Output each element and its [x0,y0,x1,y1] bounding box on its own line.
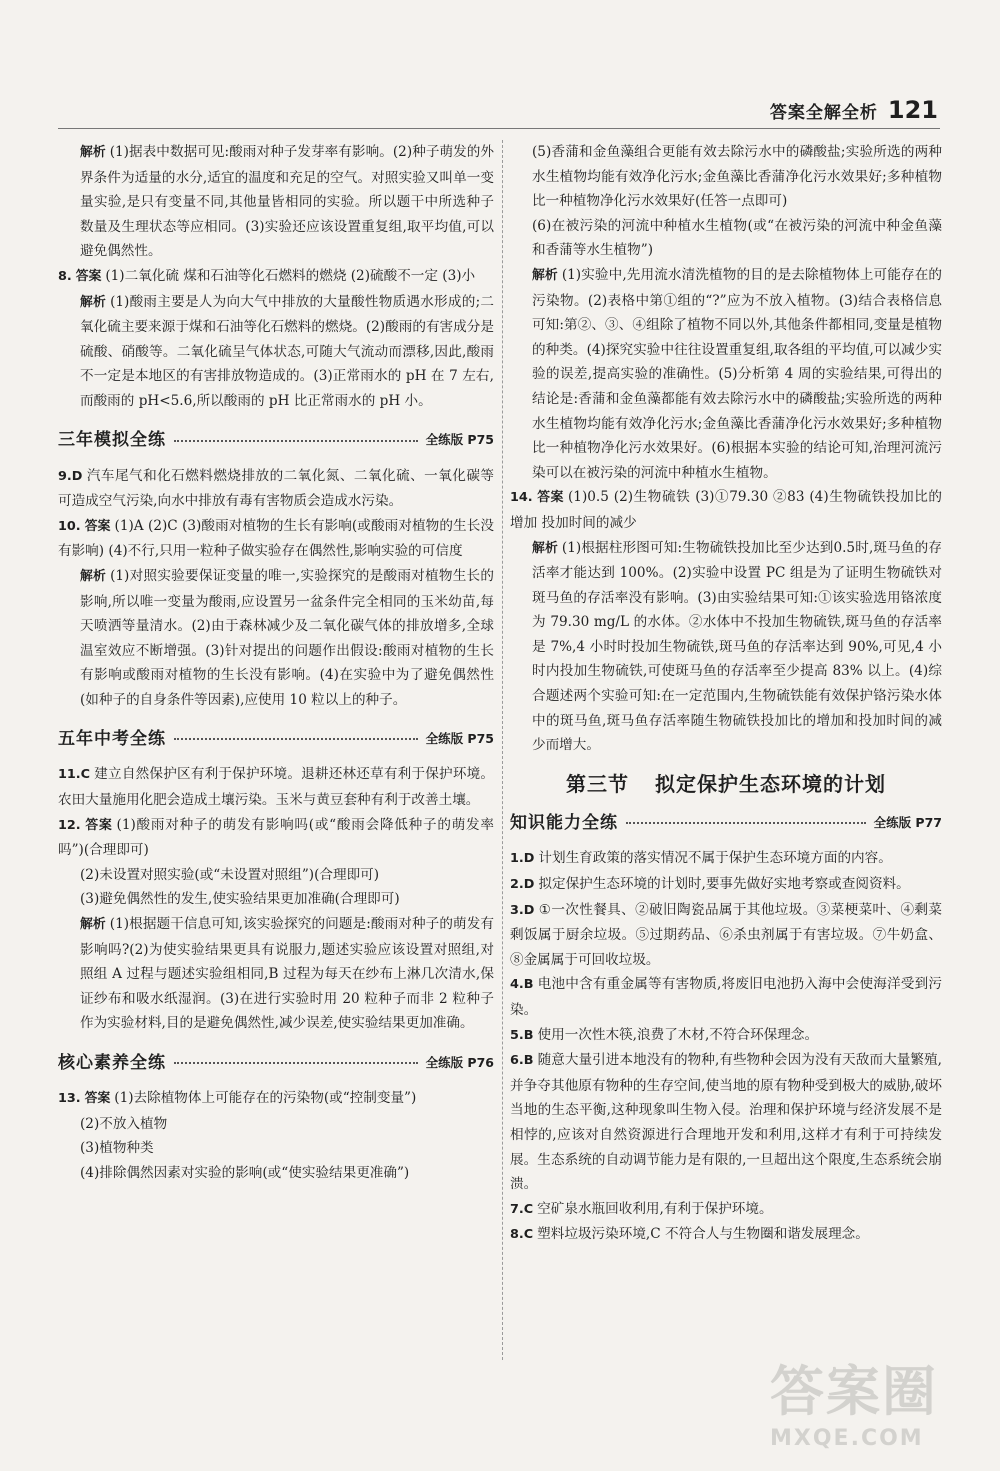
answer-9: 9.D 汽车尾气和化石燃料燃烧排放的二氧化氮、二氧化硫、一氧化碳等可造成空气污染,向水中排放有毒有害物质会造成水污染。 [58,467,494,510]
section-title: 核心素养全练 [58,1052,166,1073]
answer-13-part6: (6)在被污染的河流中种植水生植物(或“在被污染的河流中种金鱼藻和香蒲等水生植物”) [532,217,942,259]
answer-13-part3: (3)植物种类 [80,1140,154,1157]
answer-12-part3: (3)避免偶然性的发生,使实验结果更加准确(合理即可) [80,891,400,908]
answer-7-analysis: 解析 (1)据表中数据可见:酸雨对种子发芽率有影响。(2)种子萌发的外界条件为适量的水分,适宜的温度和充足的空气。对照实验又叫单一变量实验,是只有变量不同,其他量皆相同的实验。所以题干中所选种子数量及生理状态等应相同。(3)实验还应该设置重复组,取平均值,可以避免偶然性。 [80,144,495,260]
answer-r3: 3.D ①一次性餐具、②破旧陶瓷品属于其他垃圾。③菜梗菜叶、④剩菜剩饭属于厨余垃圾。⑤过期药品、⑥杀虫剂属于有害垃圾。⑦牛奶盒、⑧金属属于可回收垃圾。 [510,901,942,968]
column-divider [502,140,503,1360]
left-column [58,140,494,1185]
section-five-year [58,724,494,754]
answer-13: 13. 答案 (1)去除植物体上可能存在的污染物(或“控制变量”) [58,1090,417,1106]
answer-r4: 4.B 电池中含有重金属等有害物质,将废旧电池扔入海中会使海洋受到污染。 [510,976,942,1018]
section-ref: 全练版 P75 [425,432,494,448]
answer-11: 11.C 建立自然保护区有利于保护环境。退耕还林还草有利于保护环境。农田大量施用化肥会造成土壤污染。玉米与黄豆套种有利于改善土壤。 [58,766,494,809]
section-title: 知识能力全练 [510,813,618,834]
section-title: 三年模拟全练 [58,430,166,451]
section-core-literacy [58,1048,494,1078]
watermark [770,1349,960,1449]
right-column [510,140,942,1248]
section-three-year [58,426,494,456]
chapter-title [510,772,942,797]
answer-13-part5: (5)香蒲和金鱼藻组合更能有效去除污水中的磷酸盐;实验所选的两种水生植物均能有效净化污水;金鱼藻比香蒲净化污水效果好;多种植物比一种植物净化污水效果好(任答一点即可) [532,144,942,210]
answer-12-part2: (2)未设置对照实验(或“未设置对照组”)(合理即可) [80,866,380,883]
answer-14: 14. 答案 (1)0.5 (2)生物硫铁 (3)①79.30 ②83 (4)生物硫铁投加比的增加 投加时间的减少 [510,489,942,531]
section-ref: 全练版 P76 [425,1054,494,1070]
answer-r2: 2.D 拟定保护生态环境的计划时,要事先做好实地考察或查阅资料。 [510,876,910,893]
section-title: 五年中考全练 [58,729,166,750]
answer-8-analysis: 解析 (1)酸雨主要是人为向大气中排放的大量酸性物质遇水形成的;二氧化硫主要来源于煤和石油等化石燃料的燃烧。(2)酸雨的有害成分是硫酸、硝酸等。二氧化硫呈气体状态,可随大气流动而漂移,因此,酸雨不一定是本地区的有害排放物造成的。(3)正常雨水的 pH 在 7 左右,而酸雨的 pH<5.6,所以酸雨的 pH 比正常雨水的 pH 小。 [80,293,494,409]
analysis-label: 解析 [80,145,106,160]
answer-12-analysis: 解析 (1)根据题干信息可知,该实验探究的问题是:酸雨对种子的萌发有影响吗?(2)为使实验结果更具有说服力,题述实验应该设置对照组,对照组 A 过程与题述实验组相同,B 过程为每天在纱布上淋几次清水,保证纱布和吸水纸湿润。(3)在进行实验时用 20 粒种子而非 2 粒种子作为实验材料,目的是避免偶然性,减少误差,使实验结果更加准确。 [80,916,494,1032]
answer-r5: 5.B 使用一次性木筷,浪费了木材,不符合环保理念。 [510,1026,819,1043]
answer-13-part4: (4)排除偶然因素对实验的影响(或“使实验结果更准确”) [80,1164,410,1181]
answer-12: 12. 答案 (1)酸雨对种子的萌发有影响吗(或“酸雨会降低种子的萌发率吗”)(合理即可) [58,816,494,859]
page-number: 121 [887,96,938,124]
watermark-logo: 答案圈 [770,1360,938,1423]
answer-8: 8. 答案 (1)二氧化硫 煤和石油等化石燃料的燃烧 (2)硫酸不一定 (3)小 [58,267,476,284]
answer-r8: 8.C 塑料垃圾污染环境,C 不符合人与生物圈和谐发展理念。 [510,1226,869,1243]
watermark-url: MXQE.COM [770,1426,924,1451]
answer-r7: 7.C 空矿泉水瓶回收利用,有利于保护环境。 [510,1200,773,1217]
answer-13-part2: (2)不放入植物 [80,1115,168,1132]
section-knowledge [510,808,942,838]
chapter-number: 第三节 [566,771,629,796]
answer-10: 10. 答案 (1)A (2)C (3)酸雨对植物的生长有影响(或酸雨对植物的生长没有影响) (4)不行,只用一粒种子做实验存在偶然性,影响实验的可信度 [58,517,494,560]
header-title: 答案全解全析 [769,103,878,123]
answer-r1: 1.D 计划生育政策的落实情况不属于保护生态环境方面的内容。 [510,850,892,867]
answer-r6: 6.B 随意大量引进本地没有的物种,有些物种会因为没有天敌而大量繁殖,并争夺其他原有物种的生存空间,使当地的原有物种受到极大的威胁,破坏当地的生态平衡,这种现象叫生物入侵。治理和保护环境与经济发展不是相悖的,应该对自然资源进行合理地开发和利用,这样才有利于可持续发展。生态系统的自动调节能力是有限的,一旦超出这个限度,生态系统会崩溃。 [510,1052,942,1193]
answer-14-analysis: 解析 (1)根据柱形图可知:生物硫铁投加比至少达到0.5时,斑马鱼的存活率才能达到 100%。(2)实验中设置 PC 组是为了证明生物硫铁对斑马鱼的存活率没有影响。(3)由实验结果可知:①该实验选用铬浓度为 79.30 mg/L 的水体。②水体中不投加生物硫铁,斑马鱼的存活率是 7%,4 小时时投加生物硫铁,斑马鱼的存活率达到 90%,可见,4 小时内投加生物硫铁,可使斑马鱼的存活率至少提高 83% 以上。(4)综合题述两个实验可知:在一定范围内,生物硫铁能有效保护铬污染水体中的斑马鱼,斑马鱼存活率随生物硫铁投加比的增加和投加时间的减少而增大。 [532,539,943,754]
header-rule [58,128,940,129]
section-ref: 全练版 P75 [425,731,494,747]
answer-13-analysis: 解析 (1)实验中,先用流水清洗植物的目的是去除植物体上可能存在的污染物。(2)表格中第①组的“?”应为不放入植物。(3)结合表格信息可知:第②、③、④组除了植物不同以外,其他条件都相同,变量是植物的种类。(4)探究实验中往往设置重复组,取各组的平均值,可以减少实验的误差,提高实验的准确性。(5)分析第 4 周的实验结果,可得出的结论是:香蒲和金鱼藻都能有效去除污水中的磷酸盐;实验所选的两种水生植物均能有效净化污水;金鱼藻比香蒲净化污水效果好;多种植物比一种植物净化污水效果好。(6)根据本实验的结论可知,治理河流污染可以在被污染的河流中种植水生植物。 [532,266,942,481]
section-ref: 全练版 P77 [873,815,942,831]
page-header [770,96,938,124]
chapter-name: 拟定保护生态环境的计划 [655,771,886,796]
answer-10-analysis: 解析 (1)对照实验要保证变量的唯一,实验探究的是酸雨对植物生长的影响,所以唯一变量为酸雨,应设置另一盆条件完全相同的玉米幼苗,每天喷洒等量清水。(2)由于森林减少及二氧化碳气体的排放增多,全球温室效应不断增强。(3)针对提出的问题作出假设:酸雨对植物的生长有影响或酸雨对植物的生长没有影响。(4)在实验中为了避免偶然性(如种子的自身条件等因素),应使用 10 粒以上的种子。 [80,567,495,708]
